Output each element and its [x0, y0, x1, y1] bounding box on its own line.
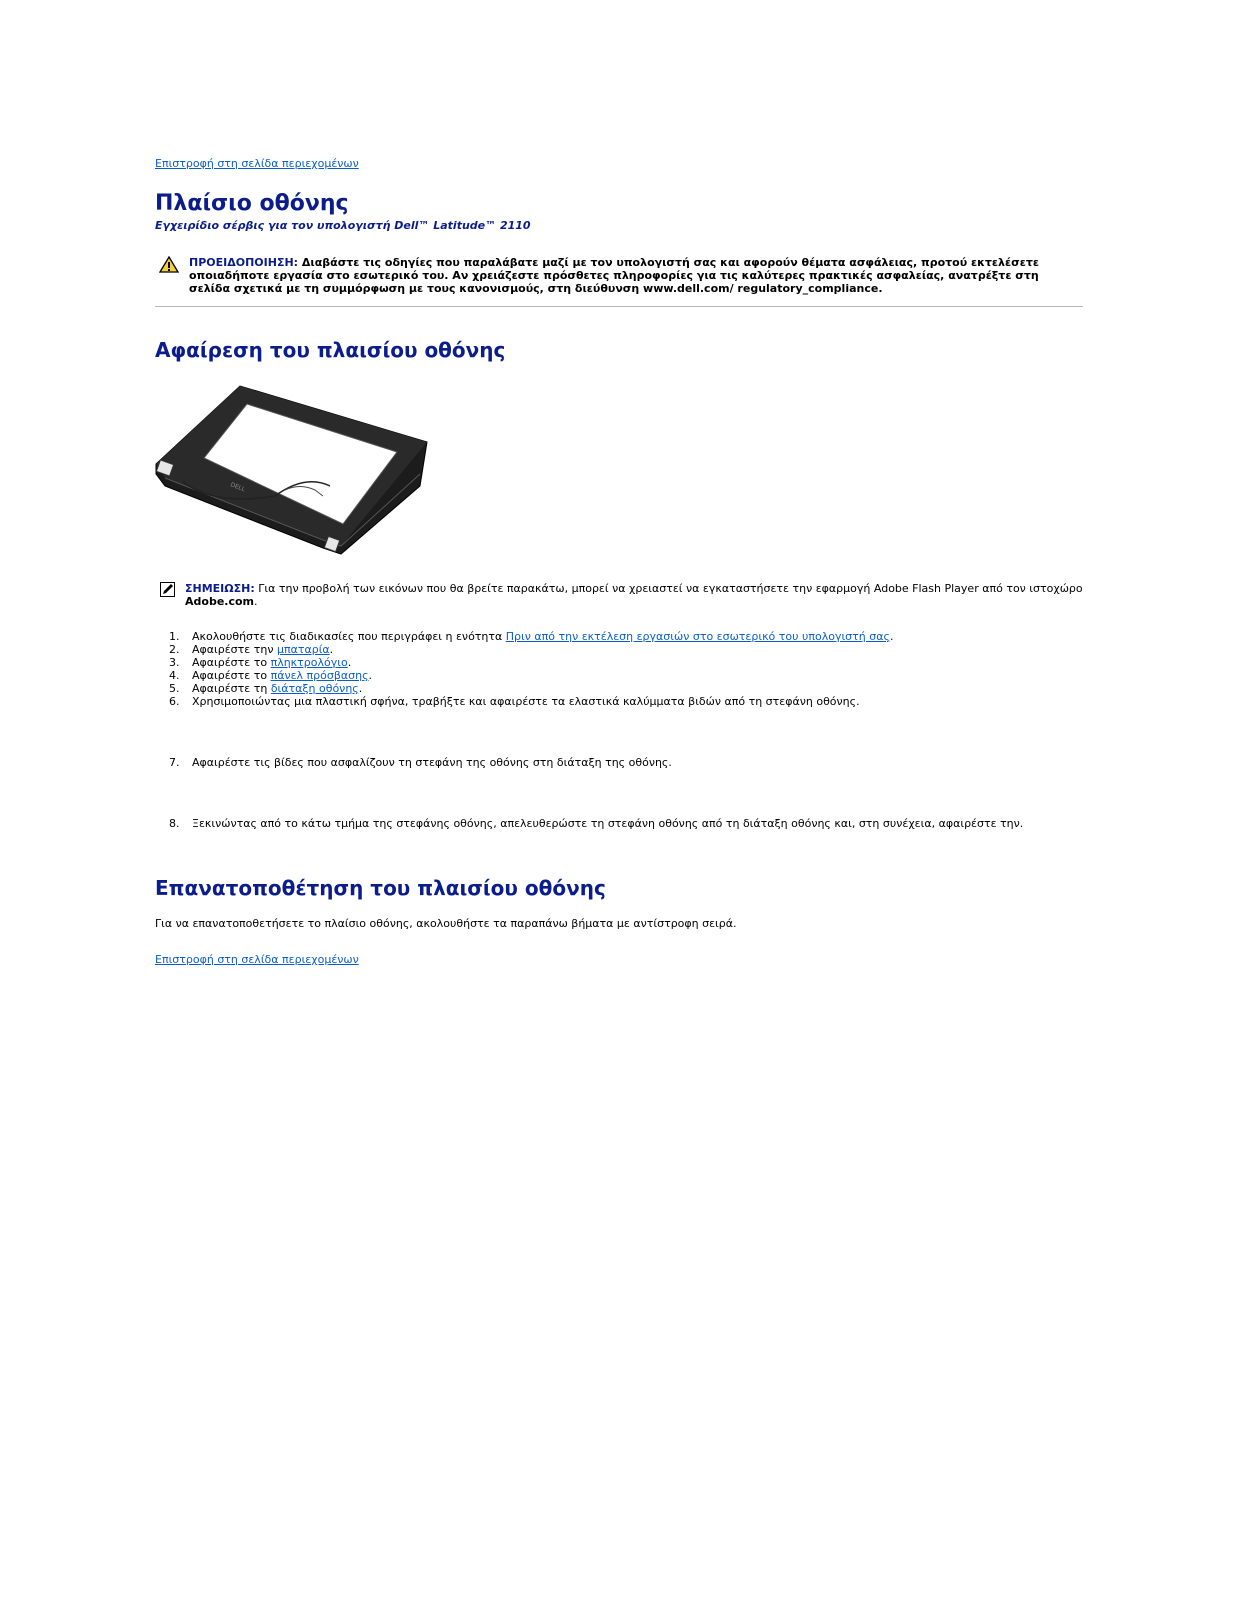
step-text-end: . — [889, 630, 894, 643]
page-title: Πλαίσιο οθόνης — [155, 191, 349, 216]
page-subtitle: Εγχειρίδιο σέρβις για τον υπολογιστή Dell™ Latitude™ 2110 — [155, 219, 531, 232]
display-bezel-image — [155, 378, 433, 556]
section-remove-heading: Αφαίρεση του πλαισίου οθόνης — [155, 338, 506, 362]
figure-logo: DELL — [229, 481, 246, 494]
removal-steps — [155, 630, 1083, 830]
step-text: Αφαιρέστε την — [192, 643, 277, 656]
step-number: 4. — [169, 669, 180, 682]
step-text-end: . — [368, 669, 373, 682]
link-display-assembly[interactable]: διάταξη οθόνης — [270, 682, 359, 695]
step-item — [155, 817, 1083, 830]
step-item — [155, 643, 1083, 656]
warning-text: Διαβάστε τις οδηγίες που παραλάβατε μαζί με τον υπολογιστή σας και αφορούν θέματα ασφάλειας, προτού εκτελέσετε οποιαδήποτε εργασία στο εσωτερικό του. Αν χρειάζεστε πρόσθετες πληροφορίες για τις καλύτερες πρακτικές ασφαλείας, ανατρέξτε στη σελίδα σχετικά με τη συμμόρφωση με τους κανονισμούς, στη διεύθυνση www.dell.com/ regulatory_compliance. — [189, 256, 1039, 295]
step-number: 2. — [169, 643, 180, 656]
warning-icon — [159, 256, 179, 276]
step-gap — [155, 769, 1083, 817]
step-text: Ξεκινώντας από το κάτω τμήμα της στεφάνης οθόνης, απελευθερώστε τη στεφάνη οθόνης από τη διάταξη οθόνης και, στη συνέχεια, αφαιρέστε την. — [192, 817, 1024, 830]
link-before-working[interactable]: Πριν από την εκτέλεση εργασιών στο εσωτερικό του υπολογιστή σας — [505, 630, 890, 643]
toc-link-bottom[interactable]: Επιστροφή στη σελίδα περιεχομένων — [155, 953, 359, 966]
warning-label: ΠΡΟΕΙΔΟΠΟΙΗΣΗ: — [189, 256, 299, 269]
note-end: . — [254, 595, 258, 608]
step-item — [155, 695, 1083, 708]
link-keyboard[interactable]: πληκτρολόγιο — [270, 656, 348, 669]
note-label: ΣΗΜΕΙΩΣΗ: — [185, 582, 255, 595]
step-gap — [155, 708, 1083, 756]
step-item — [155, 682, 1083, 695]
step-number: 3. — [169, 656, 180, 669]
step-item — [155, 656, 1083, 669]
step-text-end: . — [329, 643, 334, 656]
step-text-end: . — [358, 682, 363, 695]
step-number: 1. — [169, 630, 180, 643]
step-number: 6. — [169, 695, 180, 708]
page-content — [155, 152, 1083, 967]
divider — [155, 306, 1083, 307]
step-text: Αφαιρέστε τη — [192, 682, 271, 695]
step-number: 8. — [169, 817, 180, 830]
step-item — [155, 669, 1083, 682]
note-site: Adobe.com — [185, 595, 254, 608]
step-number: 7. — [169, 756, 180, 769]
warning-notice — [155, 256, 1083, 295]
replace-instructions: Για να επανατοποθετήσετε το πλαίσιο οθόνης, ακολουθήστε τα παραπάνω βήματα με αντίστροφη σειρά. — [155, 917, 737, 930]
step-item — [155, 630, 1083, 643]
step-text-end: . — [347, 656, 352, 669]
note-pencil-icon — [160, 582, 175, 600]
note-notice — [155, 582, 1083, 608]
link-access-panel[interactable]: πάνελ πρόσβασης — [270, 669, 369, 682]
step-text: Αφαιρέστε το — [192, 656, 271, 669]
step-text: Αφαιρέστε το — [192, 669, 271, 682]
step-text: Χρησιμοποιώντας μια πλαστική σφήνα, τραβήξτε και αφαιρέστε τα ελαστικά καλύμματα βιδών από τη στεφάνη οθόνης. — [192, 695, 860, 708]
step-text: Αφαιρέστε τις βίδες που ασφαλίζουν τη στεφάνη της οθόνης στη διάταξη της οθόνης. — [192, 756, 672, 769]
step-item — [155, 756, 1083, 769]
toc-link-top[interactable]: Επιστροφή στη σελίδα περιεχομένων — [155, 157, 359, 170]
section-replace-heading: Επανατοποθέτηση του πλαισίου οθόνης — [155, 876, 606, 900]
link-battery[interactable]: μπαταρία — [276, 643, 330, 656]
step-number: 5. — [169, 682, 180, 695]
note-text: Για την προβολή των εικόνων που θα βρείτε παρακάτω, μπορεί να χρειαστεί να εγκαταστήσετε την εφαρμογή Adobe Flash Player από τον ιστοχώρο — [254, 582, 1083, 595]
step-text: Ακολουθήστε τις διαδικασίες που περιγράφει η ενότητα — [192, 630, 506, 643]
